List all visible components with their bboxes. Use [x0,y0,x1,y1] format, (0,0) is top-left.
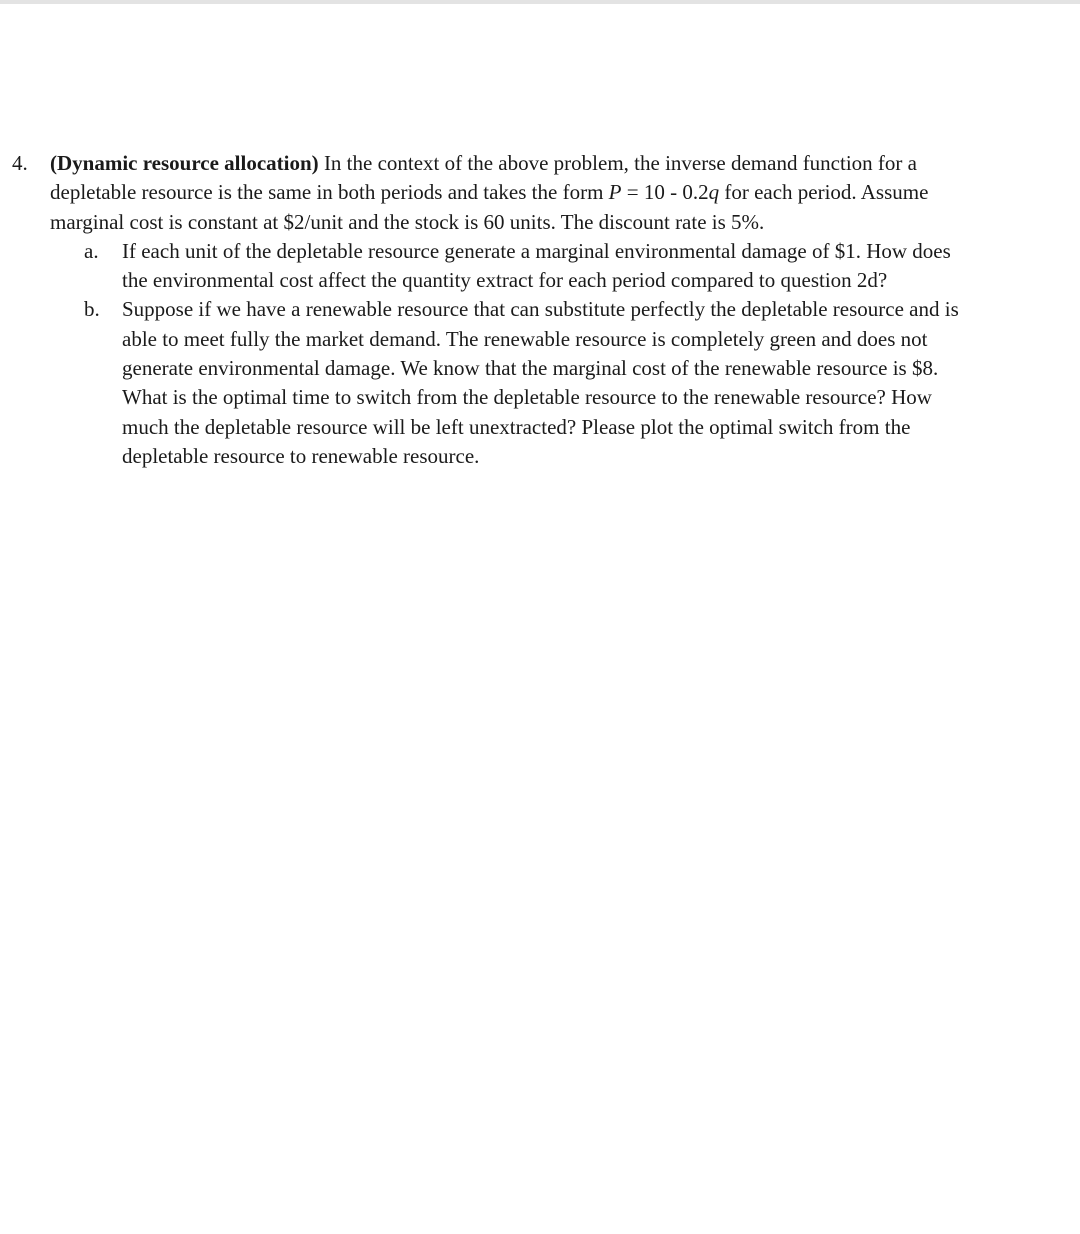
var-q: q [708,180,720,205]
sub-question-text: If each unit of the depletable resource generate a marginal environmental damage of $1. How does the environmental cost affect the quantity extract for each period compared to question 2d? [122,238,951,293]
sub-question-b [12,295,972,471]
question-body [50,149,972,237]
question-4 [12,149,972,471]
top-border [0,0,1080,4]
question-row [12,149,972,237]
question-heading: (Dynamic resource allocation) [50,151,319,175]
question-number: 4. [12,151,28,175]
sub-question-letter: a. [84,238,99,263]
sub-question-list [12,237,972,471]
sub-question-letter: b. [84,297,100,322]
var-p: P [608,180,622,205]
intro-text-2: for each period. Assume marginal cost is constant at $2/unit and the stock is 60 units. The discount rate is 5%. [50,180,929,234]
sub-question-a [12,237,972,296]
question-intro [50,149,972,237]
equation-text: = 10 - 0.2 [621,180,709,205]
sub-question-text: Suppose if we have a renewable resource that can substitute perfectly the depletable resource and is able to meet fully the market demand. The renewable resource is completely green and does not generate environmental damage. We know that the marginal cost of the renewable resource is $8. What is the optimal time to switch from the depletable resource to the renewable resource? How much the depletable resource will be left unextracted? Please plot the optimal switch from the depletable resource to renewable resource. [122,297,959,468]
intro-text-1: In the context of the above problem, the inverse demand function for a depletable resource is the same in both periods and takes the form [50,151,917,205]
